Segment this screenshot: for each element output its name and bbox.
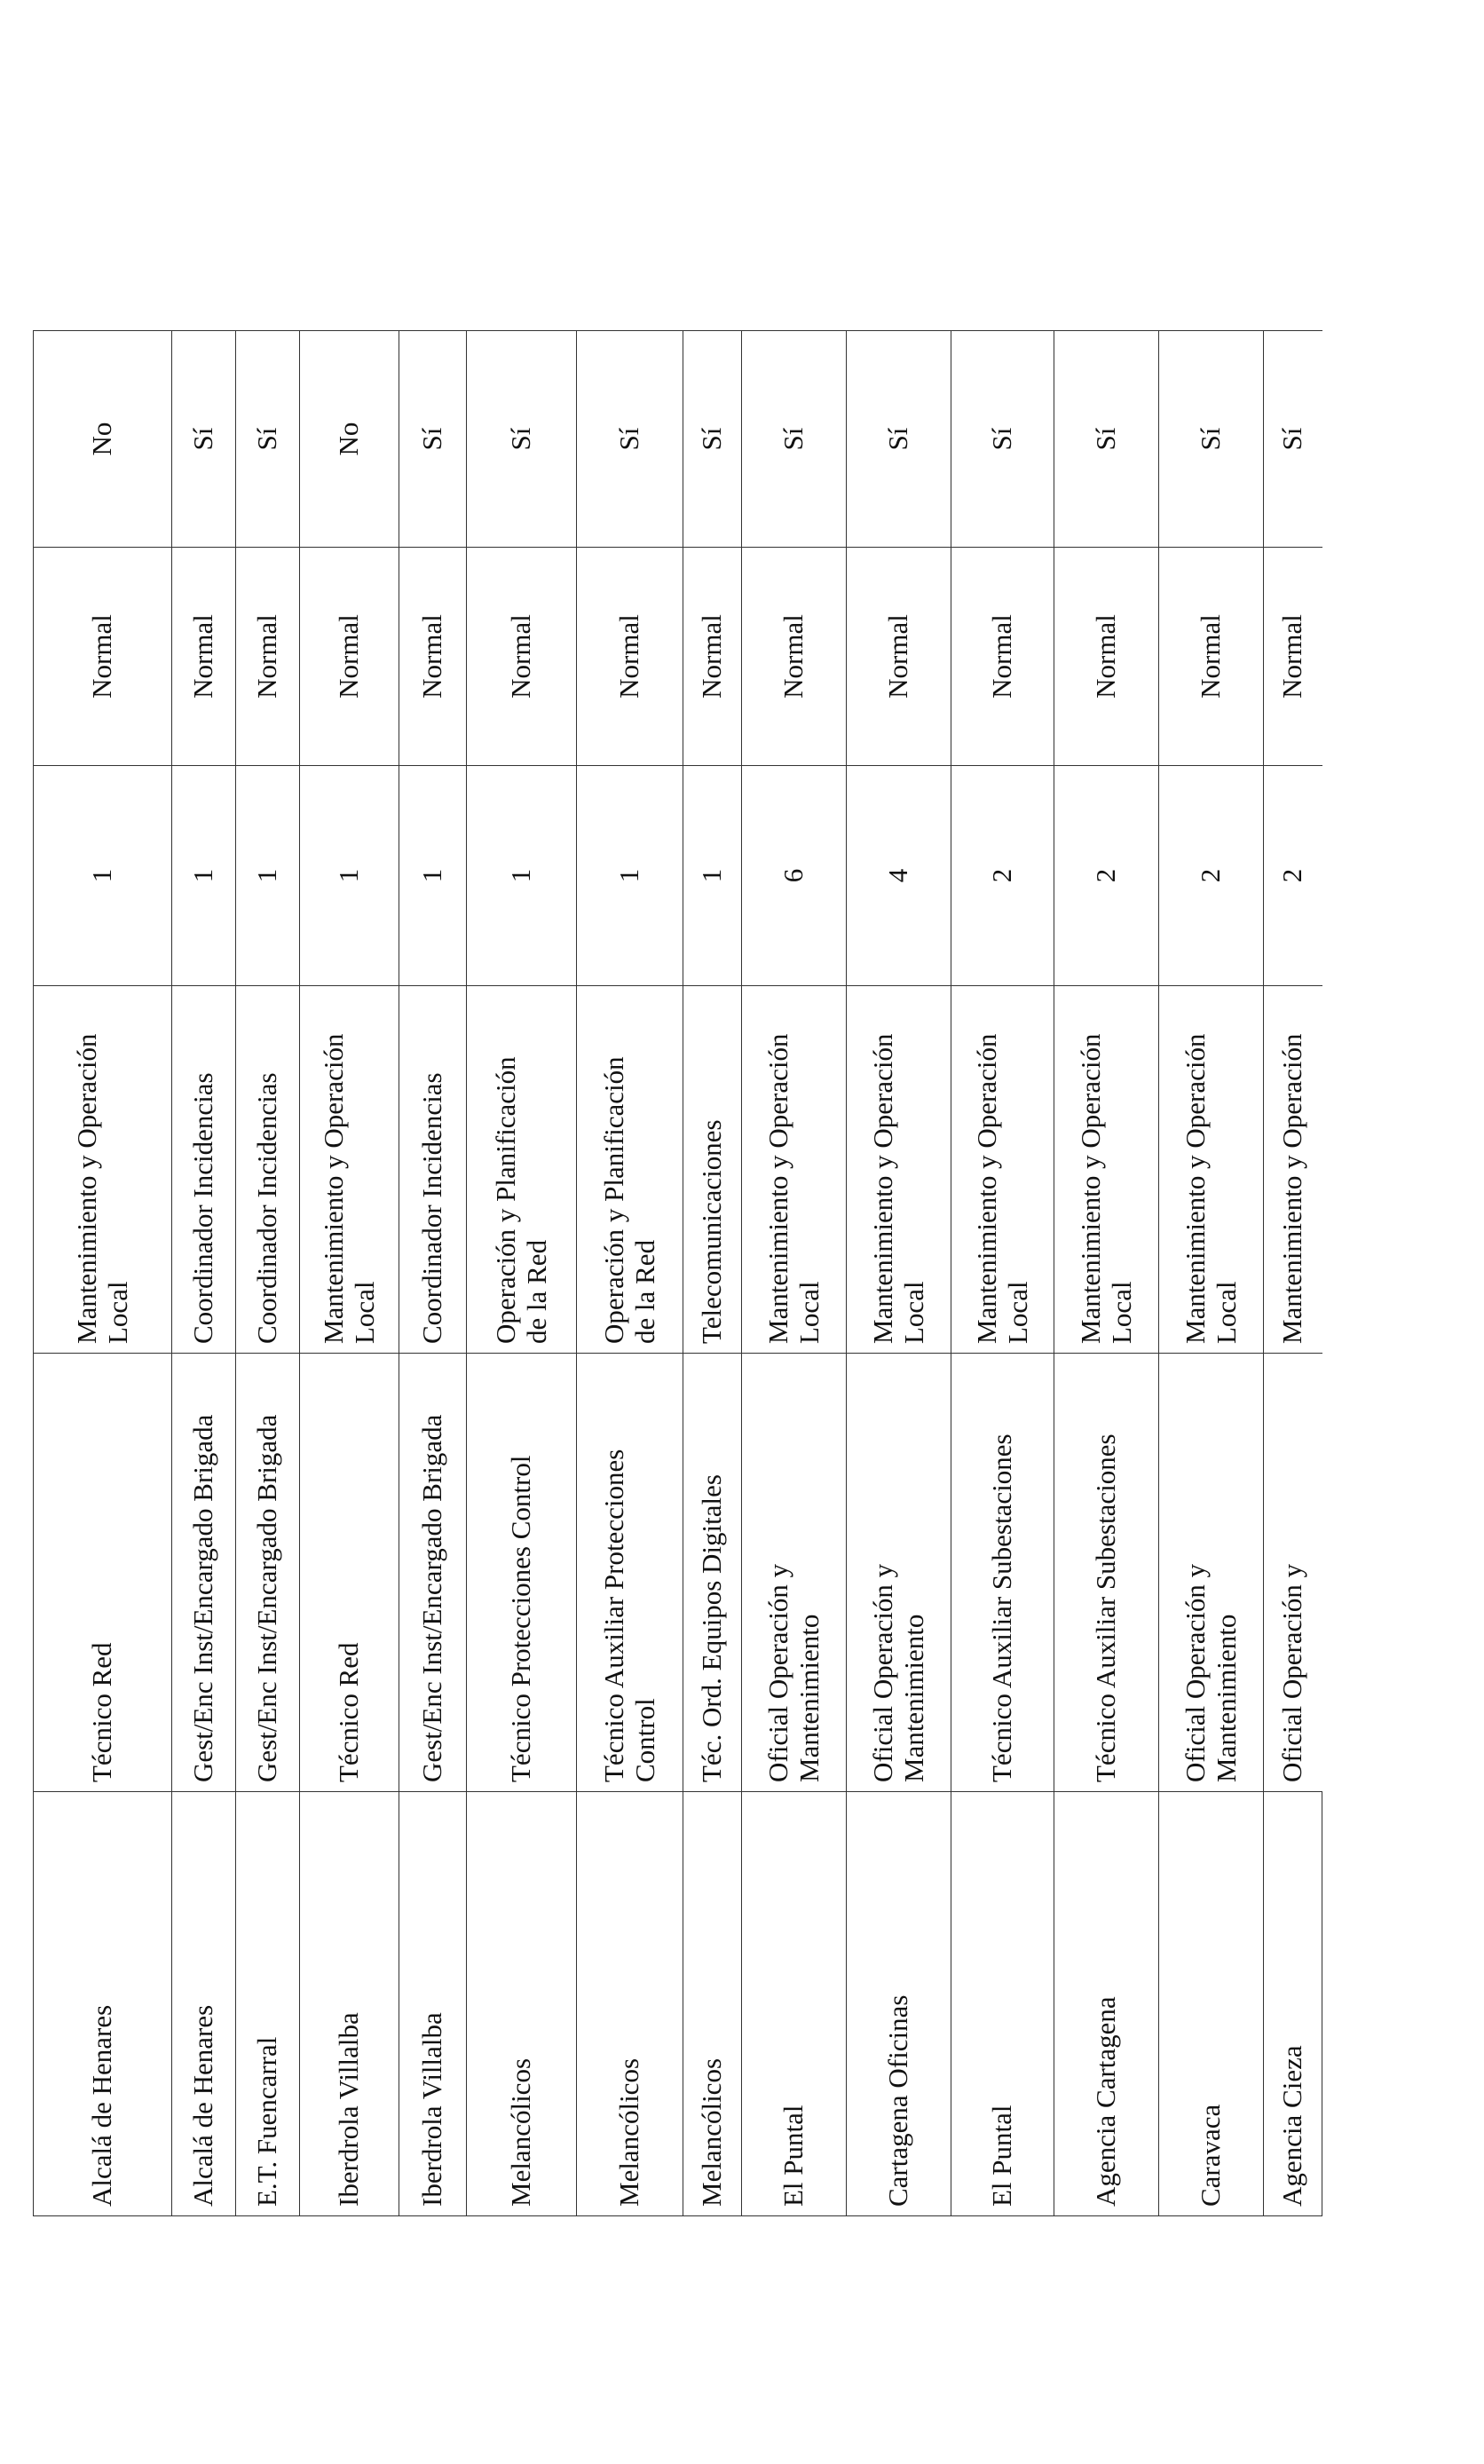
type-cell: Normal (951, 548, 1054, 766)
position-cell: Técnico Auxiliar Subestaciones (1054, 1354, 1159, 1792)
position-cell: Oficial Operación y Mantenimiento (1159, 1354, 1264, 1792)
department-cell: Operación y Planificación de la Red (577, 986, 683, 1354)
status-cell: Sí (577, 331, 683, 548)
position-cell: Gest/Enc Inst/Encargado Brigada (172, 1354, 236, 1792)
department-cell: Mantenimiento y Operación Local (34, 986, 172, 1354)
location-cell: Melancólicos (467, 1792, 577, 2216)
type-cell: Normal (399, 548, 467, 766)
table-body (34, 331, 1322, 2216)
type-cell: Normal (577, 548, 683, 766)
position-cell: Técnico Auxiliar Subestaciones (951, 1354, 1054, 1792)
position-cell: Técnico Red (300, 1354, 399, 1792)
count-cell: 1 (34, 766, 172, 986)
department-cell: Mantenimiento y Operación Local (847, 986, 951, 1354)
count-cell: 1 (300, 766, 399, 986)
status-cell: Sí (951, 331, 1054, 548)
status-cell: No (300, 331, 399, 548)
position-cell: Téc. Ord. Equipos Digitales (683, 1354, 742, 1792)
position-cell: Oficial Operación y Mantenimiento (847, 1354, 951, 1792)
location-cell: Agencia Cieza (1264, 1792, 1322, 2216)
type-cell: Normal (467, 548, 577, 766)
status-cell: Sí (399, 331, 467, 548)
table-row (1159, 331, 1264, 2216)
status-cell: Sí (236, 331, 300, 548)
status-cell: Sí (1264, 331, 1322, 548)
table-row (300, 331, 399, 2216)
rotated-table-page (33, 331, 1308, 2216)
location-cell: Iberdrola Villalba (300, 1792, 399, 2216)
location-cell: Agencia Cartagena (1054, 1792, 1159, 2216)
count-cell: 1 (683, 766, 742, 986)
location-cell: Iberdrola Villalba (399, 1792, 467, 2216)
table-row (742, 331, 847, 2216)
position-cell: Oficial Operación y (1264, 1354, 1322, 1792)
count-cell: 1 (236, 766, 300, 986)
type-cell: Normal (1159, 548, 1264, 766)
location-cell: Cartagena Oficinas (847, 1792, 951, 2216)
type-cell: Normal (34, 548, 172, 766)
status-cell: Sí (683, 331, 742, 548)
table-row (399, 331, 467, 2216)
location-cell: Caravaca (1159, 1792, 1264, 2216)
location-cell: Alcalá de Henares (172, 1792, 236, 2216)
status-cell: Sí (847, 331, 951, 548)
count-cell: 1 (577, 766, 683, 986)
table-row (577, 331, 683, 2216)
department-cell: Mantenimiento y Operación (1264, 986, 1322, 1354)
location-cell: Alcalá de Henares (34, 1792, 172, 2216)
department-cell: Operación y Planificación de la Red (467, 986, 577, 1354)
type-cell: Normal (172, 548, 236, 766)
count-cell: 2 (951, 766, 1054, 986)
location-cell: Melancólicos (683, 1792, 742, 2216)
type-cell: Normal (1264, 548, 1322, 766)
position-cell: Técnico Red (34, 1354, 172, 1792)
table-row (236, 331, 300, 2216)
status-cell: Sí (742, 331, 847, 548)
type-cell: Normal (1054, 548, 1159, 766)
type-cell: Normal (847, 548, 951, 766)
department-cell: Mantenimiento y Operación Local (951, 986, 1054, 1354)
count-cell: 2 (1054, 766, 1159, 986)
status-cell: No (34, 331, 172, 548)
table-row (172, 331, 236, 2216)
department-cell: Coordinador Incidencias (399, 986, 467, 1354)
position-cell: Gest/Enc Inst/Encargado Brigada (236, 1354, 300, 1792)
position-cell: Técnico Protecciones Control (467, 1354, 577, 1792)
status-cell: Sí (467, 331, 577, 548)
position-cell: Oficial Operación y Mantenimiento (742, 1354, 847, 1792)
table-row (683, 331, 742, 2216)
count-cell: 4 (847, 766, 951, 986)
count-cell: 1 (467, 766, 577, 986)
type-cell: Normal (236, 548, 300, 766)
table-row (34, 331, 172, 2216)
location-cell: El Puntal (951, 1792, 1054, 2216)
count-cell: 2 (1264, 766, 1322, 986)
table-row (951, 331, 1054, 2216)
department-cell: Mantenimiento y Operación Local (300, 986, 399, 1354)
department-cell: Coordinador Incidencias (172, 986, 236, 1354)
table-row (847, 331, 951, 2216)
department-cell: Coordinador Incidencias (236, 986, 300, 1354)
count-cell: 1 (399, 766, 467, 986)
table-row (1054, 331, 1159, 2216)
status-cell: Sí (1159, 331, 1264, 548)
department-cell: Mantenimiento y Operación Local (742, 986, 847, 1354)
department-cell: Mantenimiento y Operación Local (1054, 986, 1159, 1354)
count-cell: 6 (742, 766, 847, 986)
type-cell: Normal (742, 548, 847, 766)
type-cell: Normal (683, 548, 742, 766)
position-cell: Gest/Enc Inst/Encargado Brigada (399, 1354, 467, 1792)
department-cell: Mantenimiento y Operación Local (1159, 986, 1264, 1354)
status-cell: Sí (1054, 331, 1159, 548)
position-cell: Técnico Auxiliar Protecciones Control (577, 1354, 683, 1792)
location-cell: El Puntal (742, 1792, 847, 2216)
department-cell: Telecomunicaciones (683, 986, 742, 1354)
table-row (1264, 331, 1322, 2216)
location-cell: Melancólicos (577, 1792, 683, 2216)
location-cell: E.T. Fuencarral (236, 1792, 300, 2216)
count-cell: 1 (172, 766, 236, 986)
status-cell: Sí (172, 331, 236, 548)
count-cell: 2 (1159, 766, 1264, 986)
type-cell: Normal (300, 548, 399, 766)
table-row (467, 331, 577, 2216)
positions-table (33, 330, 1322, 2216)
